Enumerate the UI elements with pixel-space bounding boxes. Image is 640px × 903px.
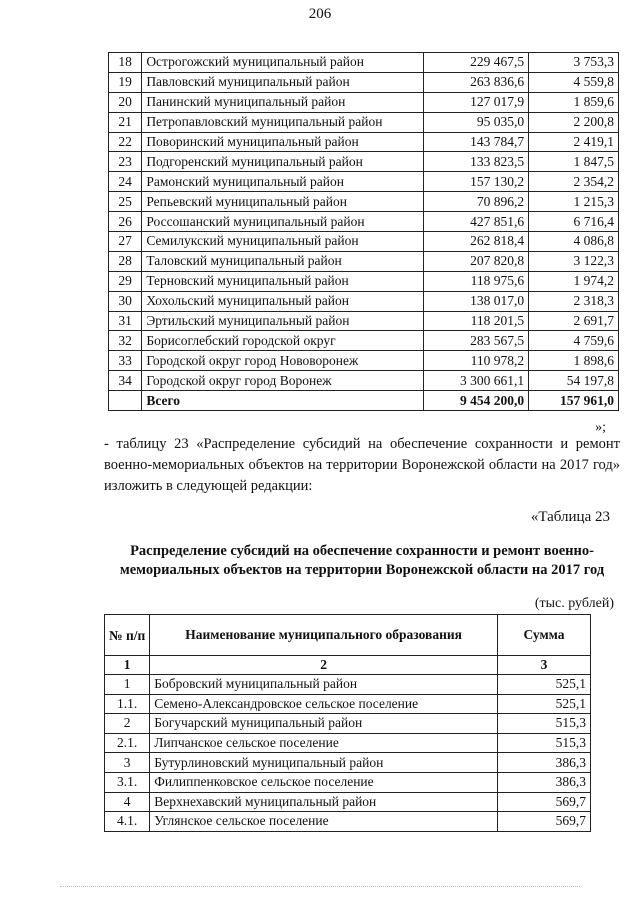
value-1: 95 035,0 [424,112,529,132]
value-2: 2 318,3 [529,291,619,311]
row-number: 20 [109,92,142,112]
municipality-name: Семилукский муниципальный район [142,232,424,252]
municipality-name: Острогожский муниципальный район [142,53,424,73]
municipality-name: Семено-Александровское сельское поселение [150,694,498,714]
units-note: (тыс. рублей) [534,596,614,611]
municipality-name: Поворинский муниципальный район [142,132,424,152]
value-2: 2 200,8 [529,112,619,132]
row-number: 27 [109,232,142,252]
table-row [109,351,619,371]
table-row [105,675,591,695]
row-number: 24 [109,172,142,192]
value-2: 1 847,5 [529,152,619,172]
header-sum: Сумма [498,615,591,656]
row-number: 32 [109,331,142,351]
table-row [109,331,619,351]
row-number: 2.1. [105,733,150,753]
municipality-name: Россошанский муниципальный район [142,212,424,232]
value-1: 3 300 661,1 [424,371,529,391]
municipality-name: Рамонский муниципальный район [142,172,424,192]
row-number: 2 [105,714,150,734]
table-row [109,291,619,311]
total-num-cell [109,391,142,411]
municipality-name: Углянское сельское поселение [150,812,498,832]
row-number: 31 [109,311,142,331]
row-number: 3 [105,753,150,773]
table-row [109,311,619,331]
table-row [109,112,619,132]
municipality-name: Богучарский муниципальный район [150,714,498,734]
closing-quote-mark: »; [595,420,606,435]
municipality-name: Липчанское сельское поселение [150,733,498,753]
sum-value: 525,1 [498,675,591,695]
municipality-name: Петропавловский муниципальный район [142,112,424,132]
municipality-name: Верхнехавский муниципальный район [150,792,498,812]
table-header-row [105,615,591,656]
value-1: 118 201,5 [424,311,529,331]
sum-value: 515,3 [498,733,591,753]
table-row [109,251,619,271]
total-label: Всего [142,391,424,411]
value-2: 2 419,1 [529,132,619,152]
table-total-row [109,391,619,411]
row-number: 3.1. [105,772,150,792]
value-2: 4 759,6 [529,331,619,351]
value-2: 6 716,4 [529,212,619,232]
municipality-name: Подгоренский муниципальный район [142,152,424,172]
table-row [105,694,591,714]
index-2: 2 [150,656,498,675]
row-number: 26 [109,212,142,232]
header-name: Наименование муниципального образования [150,615,498,656]
value-2: 1 215,3 [529,192,619,212]
value-1: 427 851,6 [424,212,529,232]
allocation-table-continued [108,52,619,411]
municipality-name: Панинский муниципальный район [142,92,424,112]
amendment-paragraph: - таблицу 23 «Распределение субсидий на обеспечение сохранности и ремонт военно-мемориальных объектов на территории Воронежской области на 2017 год» изложить в следующей редакции: [104,436,620,494]
table-row [105,772,591,792]
row-number: 4 [105,792,150,812]
row-number: 1 [105,675,150,695]
value-2: 4 086,8 [529,232,619,252]
row-number: 29 [109,271,142,291]
table-row [109,92,619,112]
value-1: 127 017,9 [424,92,529,112]
row-number: 30 [109,291,142,311]
value-1: 229 467,5 [424,53,529,73]
row-number: 18 [109,53,142,73]
table-label: «Таблица 23 [530,509,610,525]
sum-value: 569,7 [498,792,591,812]
municipality-name: Павловский муниципальный район [142,72,424,92]
table-row [109,152,619,172]
value-2: 3 122,3 [529,251,619,271]
value-2: 4 559,8 [529,72,619,92]
sum-value: 525,1 [498,694,591,714]
row-number: 28 [109,251,142,271]
row-number: 4.1. [105,812,150,832]
table-row [105,753,591,773]
municipality-name: Хохольский муниципальный район [142,291,424,311]
value-2: 1 974,2 [529,271,619,291]
total-value-1: 9 454 200,0 [424,391,529,411]
sum-value: 569,7 [498,812,591,832]
row-number: 21 [109,112,142,132]
sum-value: 515,3 [498,714,591,734]
row-number: 1.1. [105,694,150,714]
table-heading: Распределение субсидий на обеспечение сохранности и ремонт военно-мемориальных объектов на территории Воронежской области на 2017 год [119,543,605,578]
municipality-name: Городской округ город Нововоронеж [142,351,424,371]
value-1: 263 836,6 [424,72,529,92]
table-row [109,172,619,192]
sum-value: 386,3 [498,772,591,792]
row-number: 25 [109,192,142,212]
value-1: 133 823,5 [424,152,529,172]
index-3: 3 [498,656,591,675]
municipality-name: Таловский муниципальный район [142,251,424,271]
table-row [109,371,619,391]
municipality-name: Бутурлиновский муниципальный район [150,753,498,773]
header-num: № п/п [105,615,150,656]
municipality-name: Филиппенковское сельское поселение [150,772,498,792]
table-row [105,812,591,832]
table-row [109,132,619,152]
value-2: 1 859,6 [529,92,619,112]
table-row [109,232,619,252]
value-2: 1 898,6 [529,351,619,371]
row-number: 23 [109,152,142,172]
row-number: 34 [109,371,142,391]
table-row [105,714,591,734]
sum-value: 386,3 [498,753,591,773]
value-2: 2 354,2 [529,172,619,192]
row-number: 33 [109,351,142,371]
value-1: 110 978,2 [424,351,529,371]
municipality-name: Репьевский муниципальный район [142,192,424,212]
table-row [105,792,591,812]
table-row [109,271,619,291]
subsidy-table-23 [104,614,591,832]
table-row [109,72,619,92]
value-2: 3 753,3 [529,53,619,73]
row-number: 19 [109,72,142,92]
value-1: 118 975,6 [424,271,529,291]
value-1: 138 017,0 [424,291,529,311]
row-number: 22 [109,132,142,152]
municipality-name: Городской округ город Воронеж [142,371,424,391]
value-2: 54 197,8 [529,371,619,391]
municipality-name: Бобровский муниципальный район [150,675,498,695]
value-1: 262 818,4 [424,232,529,252]
table-row [109,53,619,73]
table-row [105,733,591,753]
column-index-row [105,656,591,675]
value-1: 207 820,8 [424,251,529,271]
scan-artifact-line [60,886,580,888]
municipality-name: Эртильский муниципальный район [142,311,424,331]
value-1: 157 130,2 [424,172,529,192]
value-2: 2 691,7 [529,311,619,331]
index-1: 1 [105,656,150,675]
value-1: 143 784,7 [424,132,529,152]
value-1: 70 896,2 [424,192,529,212]
page-number: 206 [308,6,332,22]
municipality-name: Борисоглебский городской округ [142,331,424,351]
municipality-name: Терновский муниципальный район [142,271,424,291]
value-1: 283 567,5 [424,331,529,351]
table-row [109,212,619,232]
total-value-2: 157 961,0 [529,391,619,411]
table-row [109,192,619,212]
